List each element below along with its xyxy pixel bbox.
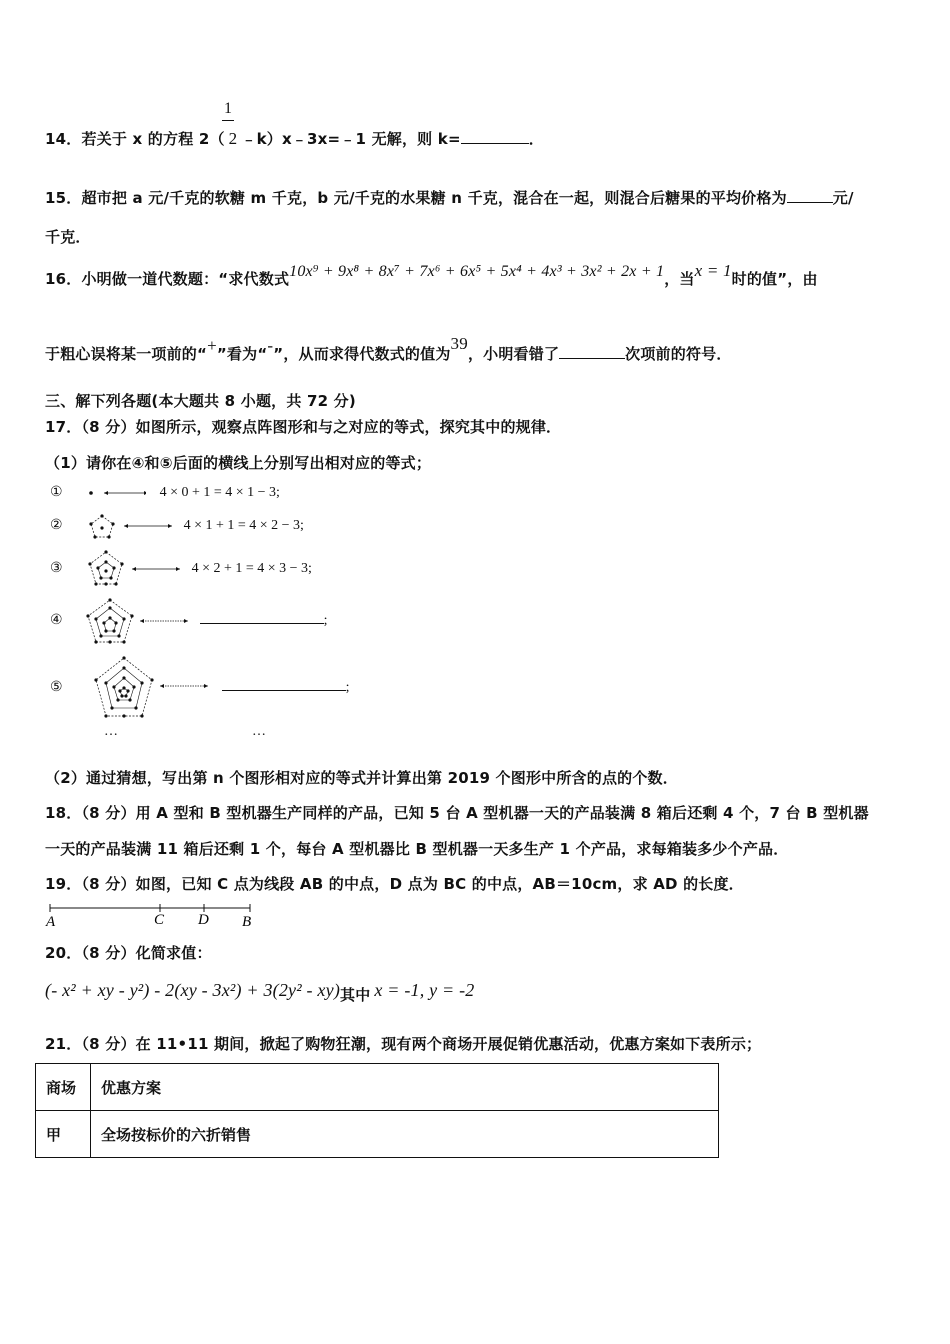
q14-end: ． xyxy=(528,130,544,148)
table-cell-mall: 甲 xyxy=(36,1111,91,1158)
table-cell-plan: 全场按标价的六折销售 xyxy=(91,1111,719,1158)
q15-number: 15． xyxy=(45,189,82,207)
answer-blank[interactable] xyxy=(461,129,529,144)
equation-3: 4 × 2 + 1 = 4 × 3 − 3; xyxy=(191,561,312,577)
q20-condition: x = -1, y = -2 xyxy=(374,980,475,1000)
q19-text: （8 分）如图，已知 C 点为线段 AB 的中点，D 点为 BC 的中点，AB＝10cm，求 AD 的长度． xyxy=(81,875,744,893)
q16-number: 16． xyxy=(45,270,82,288)
point-label-a: A xyxy=(46,914,56,930)
fraction-bar xyxy=(222,120,234,121)
plus-sign: + xyxy=(207,336,217,355)
polynomial-expression: 10x⁹ + 9x⁸ + 8x⁷ + 7x⁶ + 6x⁵ + 5x⁴ + 4x³ + 3x² + 2x + 1 xyxy=(289,263,665,280)
pattern-row-4 xyxy=(50,598,327,644)
q16-text-d: 于粗心误将某一项前的“ xyxy=(45,345,208,363)
question-20 xyxy=(45,942,212,963)
dot-figure-4 xyxy=(66,598,192,644)
dot-figure-5 xyxy=(66,656,212,720)
question-14 xyxy=(45,128,544,149)
q21-number: 21． xyxy=(45,1035,82,1053)
equation-5: ; xyxy=(345,680,350,696)
fraction-denominator: 2 xyxy=(228,129,238,148)
promotion-table xyxy=(35,1063,719,1158)
q20-text: （8 分）化简求值： xyxy=(81,944,212,962)
q16-line-2 xyxy=(45,334,732,364)
question-19 xyxy=(45,873,744,894)
pattern-row-1 xyxy=(50,484,280,501)
q14-text-b: ﹣k）x﹣3x=﹣1 无解，则 k= xyxy=(241,130,461,148)
q16-text-g: ，小明看错了 xyxy=(467,345,560,363)
q16-condition: x = 1 xyxy=(694,261,732,280)
q16-text-e: ”看为“ xyxy=(216,345,268,363)
question-17 xyxy=(45,416,561,437)
q17-text: （8 分）如图所示，观察点阵图形和与之对应的等式，探究其中的规律． xyxy=(81,418,562,436)
q17-number: 17． xyxy=(45,418,82,436)
table-row xyxy=(36,1064,719,1111)
q16-text-a: 小明做一道代数题：“求代数式 xyxy=(81,270,290,288)
q15-line-2: 千克． xyxy=(45,228,91,246)
q17-sub-1: （1）请你在④和⑤后面的横线上分别写出相对应的等式； xyxy=(45,454,432,472)
segment-diagram xyxy=(44,900,264,930)
row-label: ⑤ xyxy=(50,680,63,696)
equation-1: 4 × 0 + 1 = 4 × 1 − 3; xyxy=(159,485,280,500)
equation-4: ; xyxy=(323,613,328,629)
q16-text-b: ，当 xyxy=(664,270,695,288)
ellipsis-right: … xyxy=(252,724,266,739)
q14-text-a: 若关于 x 的方程 2（ xyxy=(81,130,225,148)
dot-figure-1 xyxy=(66,486,146,500)
ellipsis-left: … xyxy=(104,724,118,739)
question-16 xyxy=(45,261,818,289)
q16-text-h: 次项前的符号． xyxy=(625,345,732,363)
fraction-one-half xyxy=(222,100,234,123)
question-15 xyxy=(45,187,854,208)
row-label: ② xyxy=(50,518,63,534)
q20-expression-line xyxy=(45,980,475,1004)
answer-blank-4[interactable] xyxy=(200,609,324,624)
question-21 xyxy=(45,1033,761,1054)
point-label-d: D xyxy=(198,912,209,928)
section-heading: 三、解下列各题(本大题共 8 小题，共 72 分) xyxy=(45,392,356,410)
dot-figure-3 xyxy=(66,550,184,588)
question-18 xyxy=(45,802,869,823)
q21-text: （8 分）在 11•11 期间，掀起了购物狂潮，现有两个商场开展促销优惠活动，优惠方案如下表所示； xyxy=(81,1035,762,1053)
row-label: ① xyxy=(50,485,63,500)
minus-sign: - xyxy=(267,336,274,355)
row-label: ③ xyxy=(50,561,63,577)
q18-number: 18． xyxy=(45,804,82,822)
q18-line-2: 一天的产品装满 11 箱后还剩 1 个，每台 A 型机器比 B 型机器一天多生产 1 个产品，求每箱装多少个产品． xyxy=(45,840,789,858)
fraction-numerator: 1 xyxy=(224,100,232,117)
q20-number: 20． xyxy=(45,944,82,962)
pattern-row-3 xyxy=(50,550,312,588)
computed-value: 39 xyxy=(450,334,468,353)
row-label: ④ xyxy=(50,613,63,629)
point-label-c: C xyxy=(154,912,165,928)
point-label-b: B xyxy=(242,914,252,930)
q16-text-f: ”，从而求得代数式的值为 xyxy=(273,345,451,363)
q17-sub-2: （2）通过猜想，写出第 n 个图形相对应的等式并计算出第 2019 个图形中所含的点的个数． xyxy=(45,769,678,787)
table-row xyxy=(36,1111,719,1158)
pattern-row-5 xyxy=(50,656,349,720)
q20-condition-label: 其中 xyxy=(340,986,371,1004)
answer-blank-5[interactable] xyxy=(222,676,346,691)
answer-blank[interactable] xyxy=(559,344,625,359)
q14-number: 14． xyxy=(45,130,82,148)
table-header-plan: 优惠方案 xyxy=(91,1064,719,1111)
pattern-row-2 xyxy=(50,512,304,540)
answer-blank[interactable] xyxy=(787,188,833,203)
q19-number: 19． xyxy=(45,875,82,893)
table-header-mall: 商场 xyxy=(36,1064,91,1111)
q15-text-a: 超市把 a 元/千克的软糖 m 千克，b 元/千克的水果糖 n 千克，混合在一起，则混合后糖果的平均价格为 xyxy=(81,189,787,207)
equation-2: 4 × 1 + 1 = 4 × 2 − 3; xyxy=(183,518,304,534)
dot-figure-2 xyxy=(66,512,176,540)
q18-line-1: （8 分）用 A 型和 B 型机器生产同样的产品，已知 5 台 A 型机器一天的产品装满 8 箱后还剩 4 个，7 台 B 型机器 xyxy=(81,804,869,822)
q20-expression: (- x² + xy - y²) - 2(xy - 3x²) + 3(2y² - xy) xyxy=(45,980,341,1000)
q15-text-b: 元/ xyxy=(832,189,854,207)
q16-text-c: 时的值”，由 xyxy=(731,270,818,288)
